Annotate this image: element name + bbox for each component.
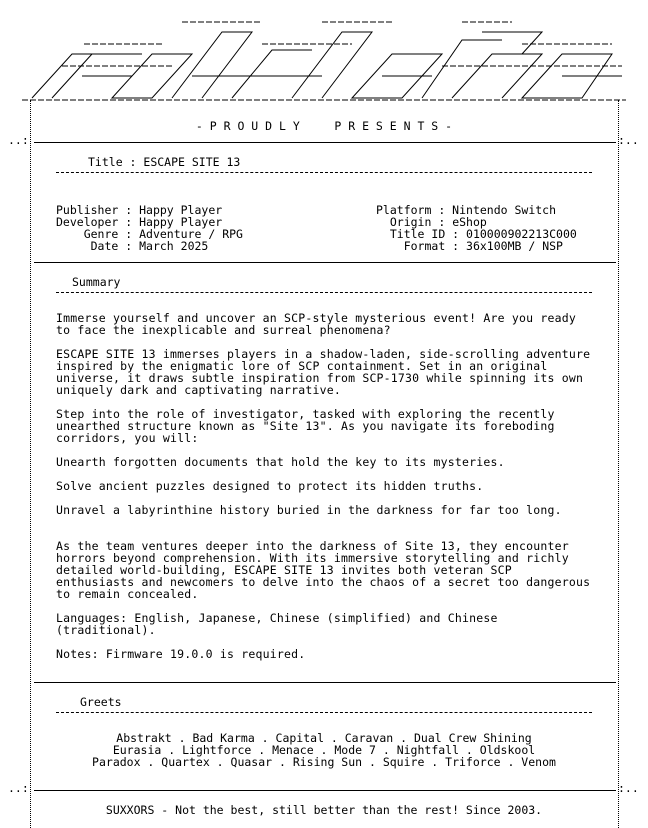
summary-paragraph-2: ESCAPE SITE 13 immerses players in a shadow-laden, side-scrolling adventure inspired by the enigmatic lore of SCP containment. Set in an original universe, it draws subtle inspiration from SCP-1730 while spinning its own uniquely dark and captivating narrative. bbox=[56, 347, 591, 397]
summary-paragraph-3: Step into the role of investigator, tasked with exploring the recently unearthed structure known as "Site 13". As you navigate its foreboding corridors, you will: bbox=[56, 407, 555, 445]
frame-corner-left-bottom: ..: bbox=[8, 781, 29, 795]
divider bbox=[34, 790, 616, 791]
divider bbox=[34, 142, 616, 143]
info-origin: Origin : eShop bbox=[389, 215, 487, 229]
info-genre: Genre : Adventure / RPG bbox=[83, 227, 243, 241]
proudly-presents: - P R O U D L Y P R E S E N T S - bbox=[195, 119, 453, 133]
summary-notes: Notes: Firmware 19.0.0 is required. bbox=[56, 647, 306, 661]
suxxors-ascii-logo bbox=[22, 10, 626, 112]
summary-paragraph-6: Unravel a labyrinthine history buried in the darkness for far too long. bbox=[56, 503, 562, 517]
greets-line-3: Paradox . Quartex . Quasar . Rising Sun . Squire . Triforce . Venom bbox=[92, 755, 556, 769]
title-value: ESCAPE SITE 13 bbox=[143, 155, 241, 169]
info-right bbox=[376, 192, 577, 252]
summary-paragraph-4: Unearth forgotten documents that hold the key to its mysteries. bbox=[56, 455, 505, 469]
summary-languages: Languages: English, Japanese, Chinese (simplified) and Chinese (traditional). bbox=[56, 611, 498, 637]
summary-paragraph-7: As the team ventures deeper into the darkness of Site 13, they encounter horrors beyond comprehension. With its immersive storytelling and richly detailed world-building, ESCAPE SITE 13 invites both veteran SCP enthusiasts and newcomers to delve into the chaos of a secret too dangerous to remain concealed. bbox=[56, 539, 591, 601]
divider bbox=[34, 682, 616, 683]
info-title-id: Title ID : 010000902213C000 bbox=[389, 227, 577, 241]
frame-corner-left: ..: bbox=[8, 133, 29, 147]
frame-right-border bbox=[618, 100, 619, 828]
title-underline bbox=[56, 172, 592, 173]
info-left bbox=[56, 192, 243, 252]
info-date: Date : March 2025 bbox=[90, 239, 209, 253]
greets-line-2: Eurasia . Lightforce . Menace . Mode 7 . Nightfall . Oldskool bbox=[112, 743, 536, 757]
summary-paragraph-1: Immerse yourself and uncover an SCP-style mysterious event! Are you ready to face the inexplicable and surreal phenomena? bbox=[56, 311, 577, 337]
info-developer: Developer : Happy Player bbox=[56, 215, 223, 229]
title-label: Title : ESCAPE SITE 13 bbox=[88, 155, 241, 169]
frame-left-border bbox=[30, 100, 31, 828]
info-publisher: Publisher : Happy Player bbox=[56, 203, 223, 217]
info-format: Format : 36x100MB / NSP bbox=[403, 239, 563, 253]
frame-corner-right-bottom: :.. bbox=[618, 781, 639, 795]
summary-heading: Summary bbox=[72, 275, 121, 289]
divider bbox=[34, 262, 616, 263]
info-platform: Platform : Nintendo Switch bbox=[376, 203, 557, 217]
footer-tagline: SUXXORS - Not the best, still better than the rest! Since 2003. bbox=[105, 803, 543, 817]
greets-heading: Greets bbox=[80, 695, 122, 709]
summary-paragraph-5: Solve ancient puzzles designed to protect its hidden truths. bbox=[56, 479, 484, 493]
greets-line-1: Abstrakt . Bad Karma . Capital . Caravan . Dual Crew Shining bbox=[116, 731, 532, 745]
summary-underline bbox=[56, 292, 592, 293]
frame-corner-right: :.. bbox=[618, 133, 639, 147]
greets-underline bbox=[56, 712, 592, 713]
